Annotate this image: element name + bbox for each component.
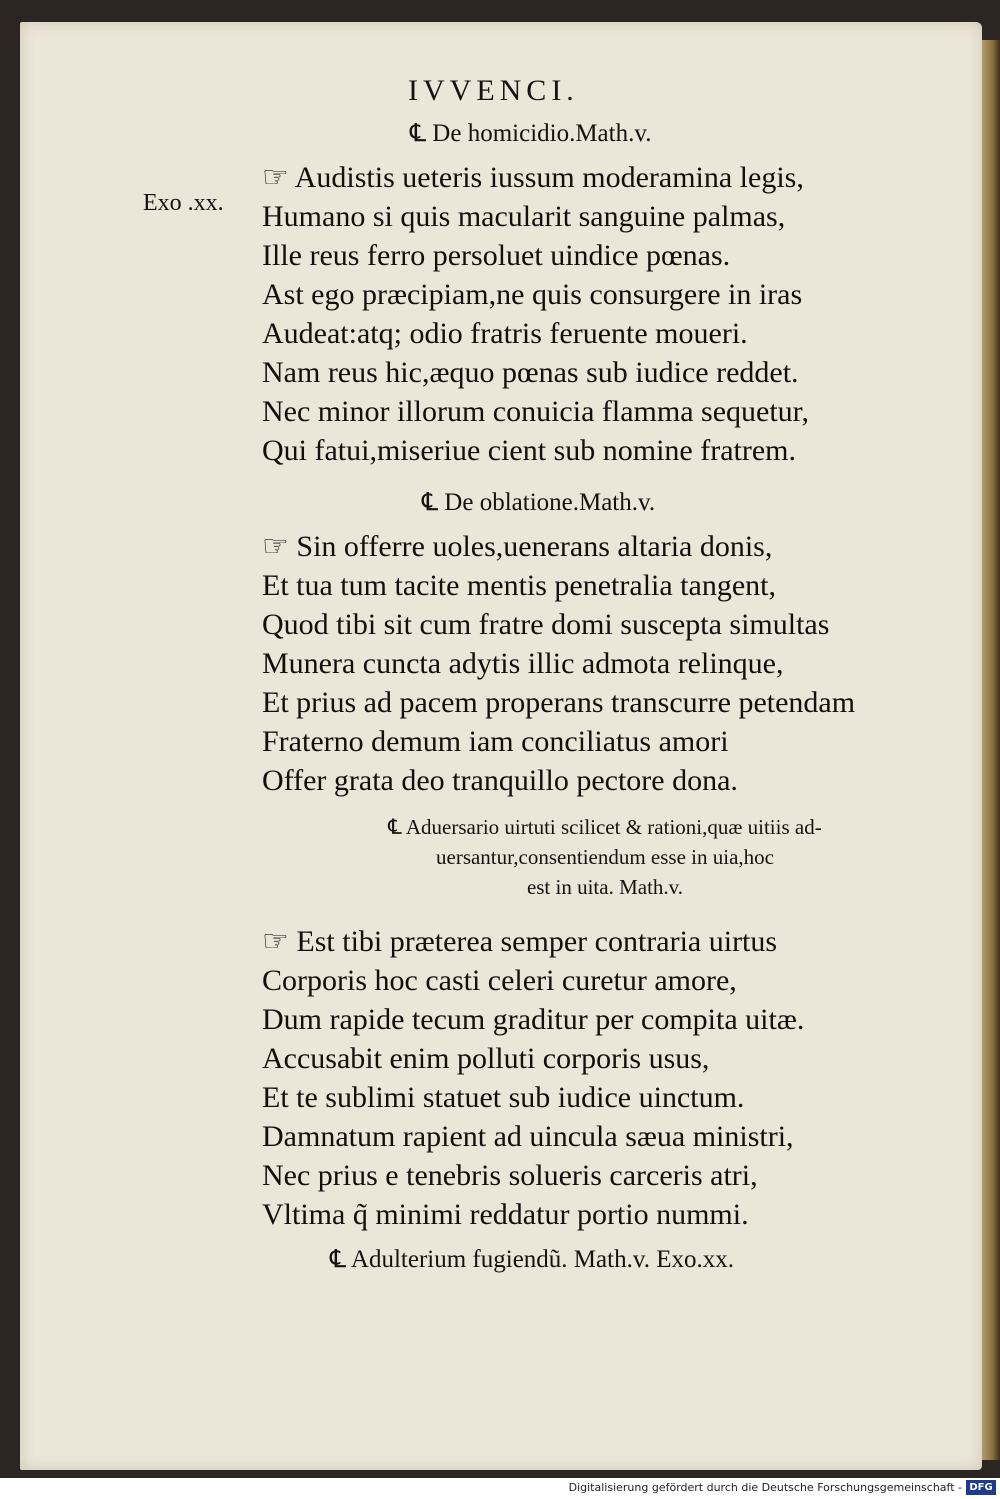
verse-line: Corporis hoc casti celeri curetur amore, [262,964,737,997]
verse-line: Fraterno demum iam conciliatus amori [262,725,729,758]
verse-line: Ille reus ferro persoluet uindice pœnas. [262,239,731,272]
verse-line: Quod tibi sit cum fratre domi suscepta simultas [262,608,830,641]
verse-line: ☞ Audistis ueteris iussum moderamina legis, [262,161,804,194]
verse-block [262,158,809,470]
verse-line: Nec minor illorum conuicia flamma sequetur, [262,395,809,428]
verse-line: Nec prius e tenebris solueris carceris atri, [262,1159,758,1192]
verse-line: ☞ Sin offerre uoles,uenerans altaria donis, [262,530,773,563]
verse-line: Et prius ad pacem properans transcurre petendam [262,686,856,719]
verse-line: Ast ego præcipiam,ne quis consurgere in iras [262,278,803,311]
verse-line: Humano si quis macularit sanguine palmas, [262,200,786,233]
verse-line: Nam reus hic,æquo pœnas sub iudice reddet. [262,356,799,389]
closing-heading: ℄ Adulterium fugiendũ. Math.v. Exo.xx. [330,1246,734,1273]
verse-line: Accusabit enim polluti corporis usus, [262,1042,710,1075]
footer-credit: Digitalisierung gefördert durch die Deutsche Forschungsgemeinschaft - [568,1481,962,1494]
note-line: ℄ Aduersario uirtuti scilicet & rationi,quæ uitiis ad- [388,815,822,839]
verse-block [262,922,804,1234]
verse-line: Qui fatui,miseriue cient sub nomine fratrem. [262,434,797,467]
verse-line: ☞ Est tibi præterea semper contraria uirtus [262,925,778,958]
verse-line: Dum rapide tecum graditur per compita uitæ. [262,1003,805,1036]
section-heading-note [285,812,925,902]
verse-block [262,527,855,800]
verse-line: Audeat:atq; odio fratris feruente moueri. [262,317,748,350]
verse-line: Et tua tum tacite mentis penetralia tangent, [262,569,776,602]
note-line: uersantur,consentiendum esse in uia,hoc [436,845,774,869]
running-head: IVVENCI. [408,74,579,107]
dfg-logo: DFG [966,1480,996,1495]
note-line: est in uita. Math.v. [526,875,684,899]
footer-bar [0,1478,1000,1499]
verse-line: Offer grata deo tranquillo pectore dona. [262,764,738,797]
verse-line: Vltima q̃ minimi reddatur portio nummi. [262,1198,749,1231]
section-heading: ℄ De oblatione.Math.v. [422,489,656,516]
verse-line: Munera cuncta adytis illic admota relinque, [262,647,784,680]
page-edge [982,40,1000,1460]
verse-line: Et te sublimi statuet sub iudice uinctum. [262,1081,745,1114]
marginal-note: Exo .xx. [143,190,224,216]
section-heading: ℄ De homicidio.Math.v. [410,120,652,147]
verse-line: Damnatum rapient ad uincula sæua ministri, [262,1120,794,1153]
